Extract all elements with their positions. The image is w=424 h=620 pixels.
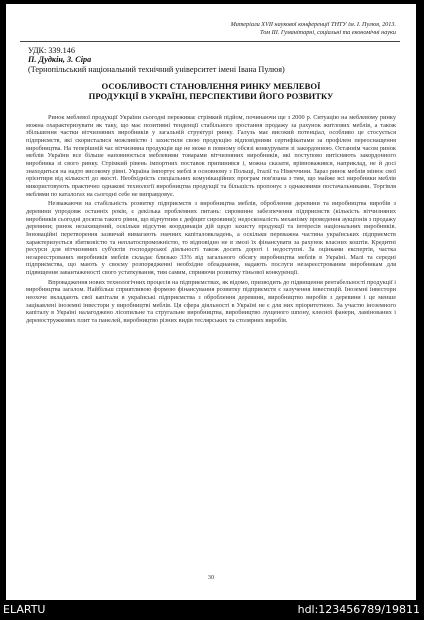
paragraph-1: Ринок меблевої продукції України сьогодні переживає стрімкий підйом, починаючи ще з 2000 р. Ситуацію на меблевому ринку можна охарактеризувати як таку, що має позитивні тенденції стабільного зростання продажу за рахунок житлових меблів, а також збільшення частки вітчизняних виробників у загальній структурі ринку. Галузь має високий потенціал, особливо це стосується підприємств, які скористалися можливістю і захистили свою продукцію відповідними сертифікатами за профілем переоснащення виробництва. На теперішній час вітчизняна продукція ще не може в повному обсязі конкурувати зі закордонною. Останнім часом ринок меблів України все більше наповнюється меблевими товарами вітчизняних виробників, які поступово витісняють закордонного виробника зі свого ринку. Стрімкий рівень імпортних поставок припинився і, можна сказати, врівноважився, наприклад, не й досі знаходиться на надто високому рівні. Україна імпортує меблі в основному з Польщі, Італії та Німеччини. Зараз ринок меблів мінює свої орієнтири від кількості до якості. Необхідність спеціальних комунікаційних програм пов'язана з тим, що майже всі виробники меблів використовують практично однакові технології виробництва продукції та більшість пропонує з однаковими постачальниками. Торгівля меблями по каталогах на сьогодні себе не виправдовує. [26, 114, 396, 198]
paragraph-2: Незважаючи на стабільність розвитку підприємств з виробництва меблів, оброблення деревини та виробництва виробів з деревини упродовж останніх років, є декілька проблемних питань: сировинне забезпечення підприємств (кількість вітчизняних виробників сьогодні досягла такого рівня, що відчутним є дефіцит сировини); недосконалість механізму проведення аукціонів з продажу деревини; ринок незахищений, оскільки відсутня координація дій щодо захисту продукції та інтересів національних виробників. Інноваційні перетворення зазвичай вимагають значних капіталовкладень, а оскільки переважна частина українських підприємств характеризується збитковістю та неплатоспроможністю, то відповідно не в змозі їх фінансувати за рахунок власних коштів. Кредитні ресурси для вітчизняних суб'єктів господарської діяльності також досить дорогі і недоступні. За оцінками експертів, частка незареєстрованих виробників меблів складає близько 33% від загального обсягу виробництва меблів в Україні. Малі та середні підприємства, що мають у своєму розпорядженні необхідне обладнання, надають послуги незареєстрованим виробникам для підвищення завантаженості свого устаткування, тим самим, сприяючи розвитку тіньової конкуренції. [26, 200, 396, 277]
article-title [46, 81, 376, 101]
title-line-2: ПРОДУКЦІЇ В УКРАЇНІ, ПЕРСПЕКТИВИ ЙОГО РОЗВИТКУ [88, 91, 334, 101]
conference-header [6, 21, 396, 37]
author-affiliation: (Тернопільський національний технічний університет імені Івана Пулюя) [28, 65, 285, 74]
page-number: 30 [207, 574, 215, 581]
viewer-footer-bar [0, 600, 424, 620]
header-line-2: Том III. Гуманітарні, соціальні та економічні науки [260, 29, 396, 36]
paragraph-3: Впровадження нових технологічних процесів на підприємствах, як відомо, призводить до підвищення рентабельності продукції і виробництва загалом. Найбільш сприятливою формою фінансування розвитку підприємств є залучення інвестицій. Іноземні інвестори неохоче вкладають свої капітали в українські підприємства з оброблення деревини, виробництво виробів з деревини і це менше зацікавлені іноземні інвестори у виробництві меблів. Ця сфера діяльності в Україні не є для них пріоритетною. За участю іноземного капіталу в Україні налагоджено лісопильне та стругальне виробництва, виробництво лущеного шпону, клеєної фанери, ламінованих і деревостружкових плит та панелей, виробництво різних видів теслярських та столярних виробів. [26, 278, 396, 325]
article-body [26, 114, 396, 327]
article-authors: П. Дудкін, З. Сіра [28, 55, 92, 64]
udk-code: УДК: 339.146 [28, 46, 75, 55]
header-line-1: Матеріали XVII наукової конференції ТНТУ ім. І. Пулюя, 2013. [230, 21, 396, 28]
title-line-1: ОСОБЛИВОСТІ СТАНОВЛЕННЯ РИНКУ МЕБЛЕВОЇ [101, 81, 321, 91]
header-divider [20, 41, 400, 42]
handle-identifier[interactable]: hdl:123456789/19811 [297, 603, 420, 616]
repository-name: ELARTU [3, 603, 46, 616]
document-page [6, 4, 416, 600]
